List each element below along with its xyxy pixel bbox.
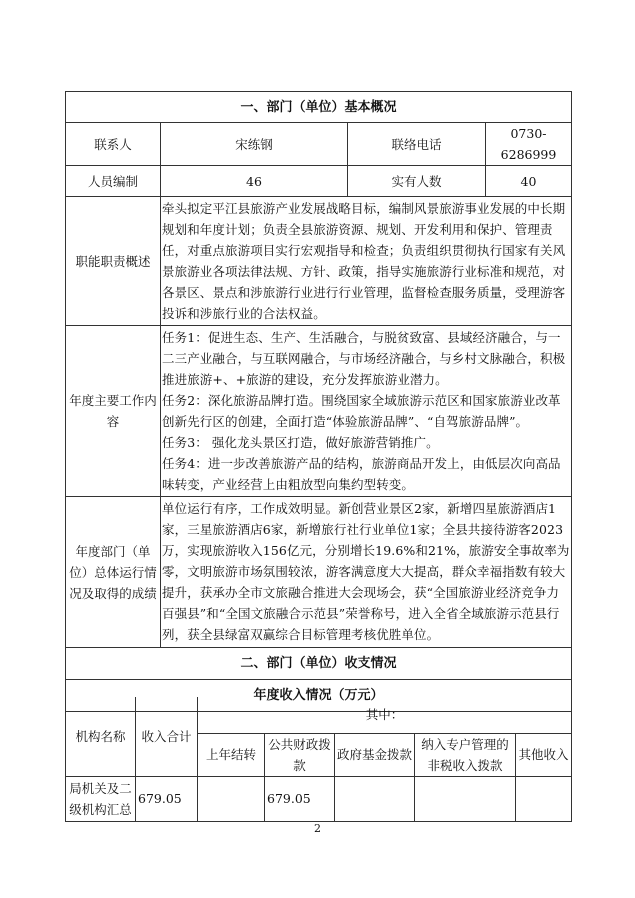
header-col: 纳入专户管理的非税收入拨款 xyxy=(415,733,516,776)
row-cell xyxy=(516,776,572,821)
row-cell xyxy=(198,776,265,821)
staff-value: 46 xyxy=(161,166,348,197)
page-number: 2 xyxy=(314,822,321,835)
contact-value: 宋练钢 xyxy=(161,123,348,166)
row-cell: 679.05 xyxy=(265,776,335,821)
table-row xyxy=(66,776,572,821)
task-item: 任务4：进一步改善旅游产品的结构，旅游商品开发上，由低层次向高品味转变，产业经营上由粗放型向集约型转变。 xyxy=(162,456,561,492)
task-item: 任务2：深化旅游品牌打造。围绕国家全域旅游示范区和国家旅游业改革创新先行区的创建，全面打造“体验旅游品牌”、“自驾旅游品牌”。 xyxy=(162,393,561,429)
tasks-text xyxy=(161,326,572,497)
actual-value: 40 xyxy=(486,166,572,197)
header-col: 政府基金拨款 xyxy=(335,733,415,776)
actual-label: 实有人数 xyxy=(348,166,486,197)
header-org: 机构名称 xyxy=(66,697,136,776)
phone-label: 联络电话 xyxy=(348,123,486,166)
basic-info-table xyxy=(65,91,572,712)
section1-title: 一、部门（单位）基本概况 xyxy=(66,92,572,123)
income-table xyxy=(65,697,572,822)
section2-subtitle: 年度收入情况（万元） xyxy=(66,680,572,712)
staff-label: 人员编制 xyxy=(66,166,161,197)
header-of-which: 其中： xyxy=(198,697,572,733)
perf-label: 年度部门（单位）总体运行情况及取得的成绩 xyxy=(66,497,161,648)
duty-label: 职能职责概述 xyxy=(66,197,161,326)
perf-text: 单位运行有序，工作成效明显。新创营业景区2家，新增四星旅游酒店1家，三星旅游酒店6家，新增旅行社行业单位1家；全县共接待游客2023万，实现旅游收入156亿元，分别增长19.6%和21%，旅游安全事故率为零，文明旅游市场氛围较浓，游客满意度大大提高，群众幸福指数有较大提升，获承办全市文旅融合推进大会现场会，获“全国旅游业经济竞争力百强县”和“全国文旅融合示范县”荣誉称号，进入全省全域旅游示范县行列，获全县绿富双赢综合目标管理考核优胜单位。 xyxy=(161,497,572,648)
task-item: 任务1：促进生态、生产、生活融合，与脱贫致富、县域经济融合，与一二三产业融合，与互联网融合，与市场经济融合，与乡村文脉融合，积极推进旅游+、+旅游的建设，充分发挥旅游业潜力。 xyxy=(162,330,566,387)
task-item: 任务3： 强化龙头景区打造，做好旅游营销推广。 xyxy=(162,435,439,450)
header-col: 上年结转 xyxy=(198,733,265,776)
header-col: 公共财政拨款 xyxy=(265,733,335,776)
header-col: 其他收入 xyxy=(516,733,572,776)
tasks-label: 年度主要工作内容 xyxy=(66,326,161,497)
section2-title: 二、部门（单位）收支情况 xyxy=(66,648,572,680)
contact-label: 联系人 xyxy=(66,123,161,166)
phone-value: 0730-6286999 xyxy=(486,123,572,166)
header-total: 收入合计 xyxy=(136,697,198,776)
duty-text: 牵头拟定平江县旅游产业发展战略目标，编制风景旅游事业发展的中长期规划和年度计划；负责全县旅游资源、规划、开发利用和保护、管理责任，对重点旅游项目实行宏观指导和检查；负责组织贯彻执行国家有关风景旅游业各项法律法规、方针、政策，指导实施旅游行业标准和规范，对各景区、景点和涉旅游行业进行行业管理，监督检查服务质量，受理游客投诉和涉旅行业的合法权益。 xyxy=(161,197,572,326)
row-cell xyxy=(415,776,516,821)
row-org: 局机关及二级机构汇总 xyxy=(66,776,136,821)
row-cell xyxy=(335,776,415,821)
row-total: 679.05 xyxy=(136,776,198,821)
